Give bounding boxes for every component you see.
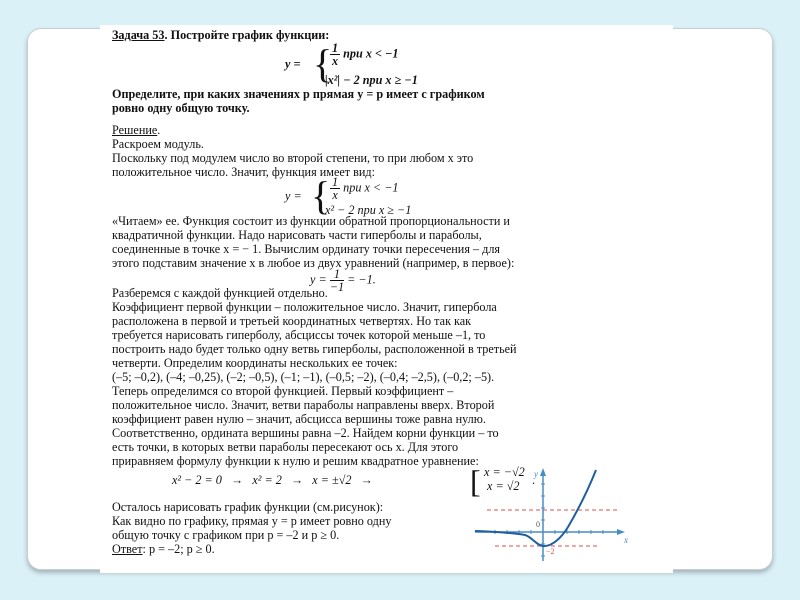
- frac-num: 1: [330, 268, 344, 281]
- frac-num: 1: [332, 175, 339, 189]
- solution-line: квадратичной функции. Надо нарисовать части гиперболы и параболы,: [112, 228, 482, 242]
- calc-rhs: = −1.: [347, 272, 376, 287]
- equation-chain: x² − 2 = 0 → x² = 2 → x = ±√2 →: [172, 473, 373, 487]
- solution-line: приравняем формулу функции к нулю и решим квадратное уравнение:: [112, 454, 479, 468]
- frac-den: −1: [329, 280, 345, 294]
- frac-den: x: [332, 54, 339, 68]
- solution-line: Разберемся с каждой функцией отдельно.: [112, 286, 328, 300]
- solution-line: Поскольку под модулем число во второй степени, то при любом х это: [112, 151, 474, 165]
- solution-heading-text: Решение: [112, 123, 158, 137]
- task-question-line: ровно одну общую точку.: [112, 101, 250, 115]
- points-list: (–5; –0,2), (–4; –0,25), (–2; –0,5), (–1; –1), (–0,5; –2), (–0,4; –2,5), (–0,2; –5).: [112, 370, 495, 384]
- solution-line: Коэффициент первой функции – положительное число. Значит, гипербола: [112, 300, 497, 314]
- answer: [112, 542, 215, 557]
- left-brace: {: [313, 41, 333, 86]
- solution-line: Осталось нарисовать график функции (см.рисунок):: [112, 500, 384, 514]
- task-question-line: Определите, при каких значениях p прямая y = p имеет с графиком: [112, 87, 485, 101]
- function-graph: [470, 465, 630, 565]
- solution-line: Теперь определимся со второй функцией. Первый коэффициент –: [112, 384, 454, 398]
- origin-label: 0: [536, 520, 540, 529]
- solution-heading: [112, 123, 160, 138]
- root-2: x = √2: [487, 479, 520, 493]
- solution-line: этого подставим значение х в любое из двух уравнений (например, в первое):: [112, 256, 515, 270]
- task-title: [112, 28, 329, 43]
- solution-line: есть точки, в которых ветви параболы пересекают ось x. Для этого: [112, 440, 459, 454]
- heading-dot: .: [157, 123, 161, 137]
- frac-num: 1: [332, 41, 339, 55]
- func-lhs: y =: [285, 57, 301, 71]
- func-lhs: y =: [285, 189, 302, 203]
- case1: [330, 176, 399, 201]
- task-number: Задача 53: [112, 28, 165, 42]
- x-axis-label: x: [624, 535, 628, 545]
- answer-text: : p = –2; p ≥ 0.: [142, 542, 215, 556]
- solution-line: требуется нарисовать гиперболу, абсциссы точек которой меньше –1, то: [112, 328, 486, 342]
- solution-line: расположена в первой и третьей координатных четвертях. Но так как: [112, 314, 472, 328]
- case2: x² − 2 при x ≥ −1: [325, 203, 412, 217]
- frac-den: x: [332, 188, 338, 202]
- solution-line: «Читаем» ее. Функция состоит из функции обратной пропорциональности и: [112, 214, 510, 228]
- case1: [330, 42, 398, 67]
- calc-lhs: y =: [310, 272, 327, 287]
- y-axis-label: y: [534, 469, 538, 479]
- task-title-text: . Постройте график функции:: [164, 28, 330, 42]
- solution-line: соединенные в точке x = − 1. Вычислим ординату точки пересечения – для: [112, 242, 501, 256]
- solution-line: положительное число. Значит, функция имеет вид:: [112, 165, 376, 179]
- root-1: x = −√2: [484, 465, 525, 479]
- roots-dot: .: [532, 473, 536, 487]
- solution-line: общую точку с графиком при p = –2 и p ≥ 0.: [112, 528, 340, 542]
- case1-cond: при x < −1: [343, 180, 399, 195]
- solution-line: четверти. Определим координаты нескольких ее точек:: [112, 356, 398, 370]
- solution-line: Соответственно, ордината вершины равна –2. Найдем корни функции – то: [112, 426, 499, 440]
- solution-line: положительное число. Значит, ветви параболы направлены вверх. Второй: [112, 398, 495, 412]
- solution-line: Как видно по графику, прямая y = p имеет ровно одну: [112, 514, 392, 528]
- answer-label: Ответ: [112, 542, 143, 556]
- left-bracket: [: [470, 463, 481, 499]
- case2: |x²| − 2 при x ≥ −1: [325, 73, 418, 87]
- vertex-label: −2: [546, 547, 555, 556]
- solution-line: построить надо будет только одну ветвь гиперболы, расположенной в третьей: [112, 342, 517, 356]
- case1-cond: при x < −1: [343, 46, 399, 61]
- solution-line: Раскроем модуль.: [112, 137, 204, 151]
- left-brace: {: [311, 173, 331, 218]
- function-curve: [475, 470, 596, 546]
- y-axis-arrow-icon: [540, 468, 546, 476]
- document-image: [100, 25, 673, 573]
- solution-line: коэффициент равен нулю – значит, абсцисса вершины тоже равна нулю.: [112, 412, 486, 426]
